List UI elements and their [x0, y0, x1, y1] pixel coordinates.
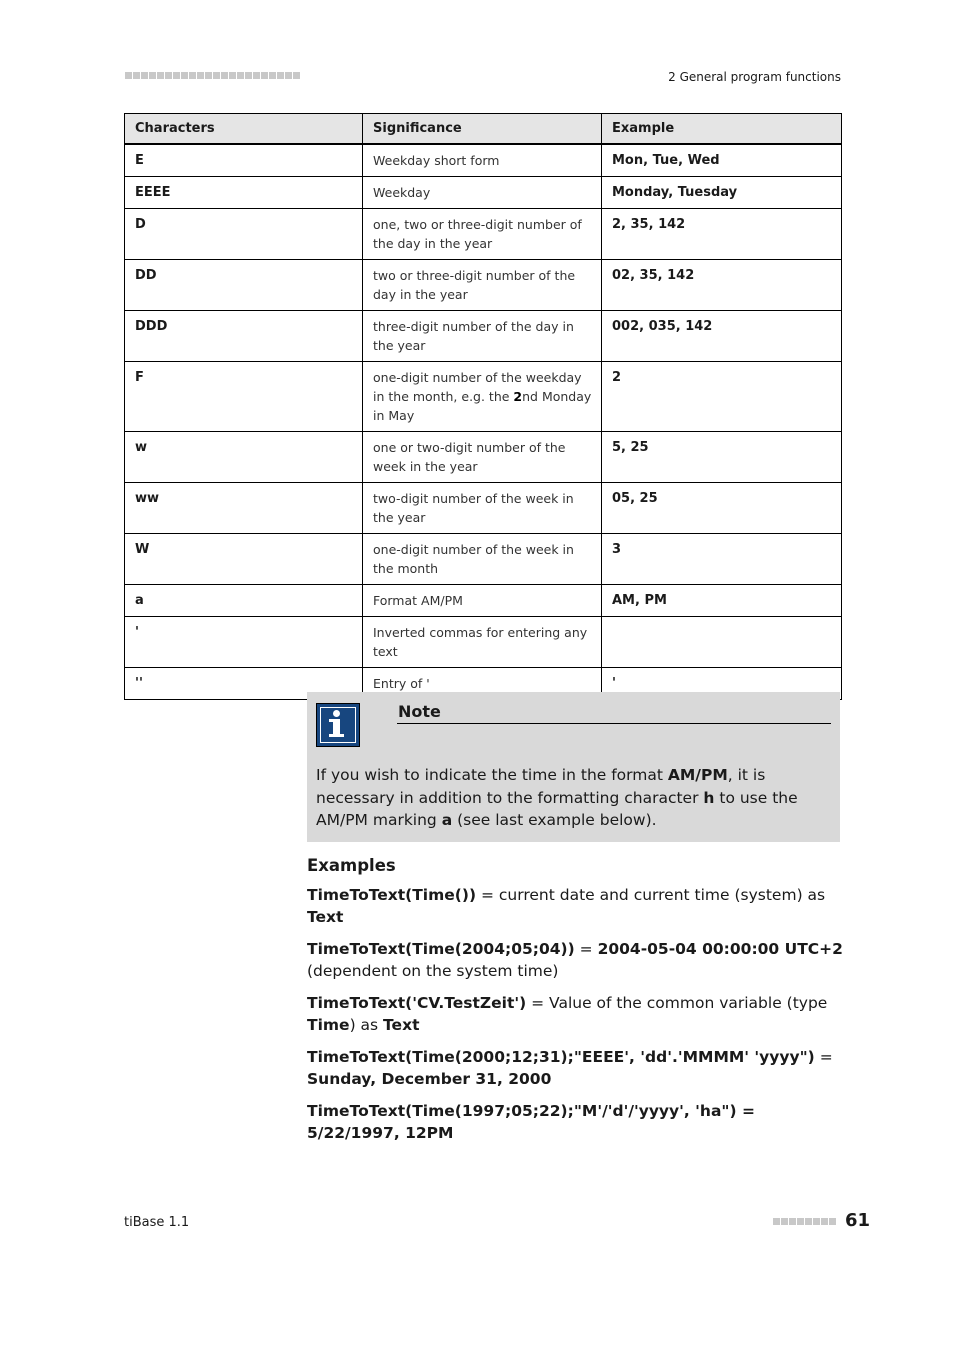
cell-characters: W [125, 534, 363, 585]
cell-characters: a [125, 585, 363, 617]
page-number: 61 [845, 1210, 871, 1231]
format-characters-table [124, 113, 842, 700]
chapter-title: 2 General program functions [668, 70, 841, 84]
cell-characters: D [125, 209, 363, 260]
example-item: TimeToText(Time(2004;05;04)) = 2004-05-04 00:00:00 UTC+2 (dependent on the system time) [307, 939, 843, 980]
column-header: Characters [125, 114, 363, 145]
cell-significance: two-digit number of the week in the year [363, 483, 602, 534]
cell-example: 2, 35, 142 [602, 209, 842, 260]
cell-characters: EEEE [125, 177, 363, 209]
example-item: TimeToText(Time()) = current date and current time (system) as Text [307, 885, 826, 926]
cell-characters: ' [125, 617, 363, 668]
examples-heading: Examples [307, 856, 396, 875]
cell-significance: one, two or three-digit number of the day in the year [363, 209, 602, 260]
cell-significance: one or two-digit number of the week in the year [363, 432, 602, 483]
cell-example: 02, 35, 142 [602, 260, 842, 311]
example-item: TimeToText(Time(2000;12;31);"EEEE', 'dd'.'MMMM' 'yyyy") = Sunday, December 31, 2000 [307, 1047, 833, 1088]
cell-significance: three-digit number of the day in the year [363, 311, 602, 362]
cell-significance: Inverted commas for entering any text [363, 617, 602, 668]
note-title: Note [398, 702, 441, 721]
cell-significance: two or three-digit number of the day in the year [363, 260, 602, 311]
cell-example: AM, PM [602, 585, 842, 617]
cell-example: 5, 25 [602, 432, 842, 483]
table-row [125, 177, 842, 209]
table-row [125, 144, 842, 177]
footer-decoration [773, 1218, 836, 1225]
cell-significance: one-digit number of the week in the month [363, 534, 602, 585]
table-row [125, 362, 842, 432]
significance-ordinal: 2 [513, 389, 523, 404]
cell-characters: E [125, 144, 363, 177]
cell-characters: DD [125, 260, 363, 311]
cell-example: 05, 25 [602, 483, 842, 534]
cell-significance: Weekday short form [363, 144, 602, 177]
cell-example: 3 [602, 534, 842, 585]
table-row [125, 209, 842, 260]
cell-example: Mon, Tue, Wed [602, 144, 842, 177]
table-row [125, 617, 842, 668]
cell-significance: Format AM/PM [363, 585, 602, 617]
cell-example: 002, 035, 142 [602, 311, 842, 362]
table-row [125, 483, 842, 534]
significance-text: one-digit number of the weekday in the month, e.g. the [373, 370, 582, 404]
example-item: TimeToText('CV.TestZeit') = Value of the common variable (type Time) as Text [307, 993, 828, 1034]
cell-characters: w [125, 432, 363, 483]
cell-significance: Weekday [363, 177, 602, 209]
cell-characters: F [125, 362, 363, 432]
cell-significance [363, 362, 602, 432]
note-body: If you wish to indicate the time in the format AM/PM, it is necessary in addition to the formatting character h to use the AM/PM marking a (see last example below). [316, 766, 798, 829]
info-icon [316, 703, 360, 747]
table-row [125, 432, 842, 483]
table-header-row [125, 114, 842, 145]
note-divider [397, 723, 831, 724]
cell-characters: '' [125, 668, 363, 700]
table-row [125, 585, 842, 617]
table-row [125, 534, 842, 585]
column-header: Example [602, 114, 842, 145]
cell-characters: ww [125, 483, 363, 534]
product-name: tiBase 1.1 [124, 1215, 190, 1230]
cell-significance: Entry of ' [363, 668, 602, 700]
column-header: Significance [363, 114, 602, 145]
significance-text: nd Monday in May [373, 389, 592, 423]
header-decoration [125, 72, 300, 80]
cell-example: 2 [602, 362, 842, 432]
cell-example: Monday, Tuesday [602, 177, 842, 209]
table-row [125, 260, 842, 311]
table-row [125, 311, 842, 362]
cell-example [602, 617, 842, 668]
examples-section [307, 855, 847, 1154]
cell-characters: DDD [125, 311, 363, 362]
cell-example: ' [602, 668, 842, 700]
example-item: TimeToText(Time(1997;05;22);"M'/'d'/'yyyy', 'ha") = 5/22/1997, 12PM [307, 1101, 755, 1142]
note-box [307, 692, 840, 842]
